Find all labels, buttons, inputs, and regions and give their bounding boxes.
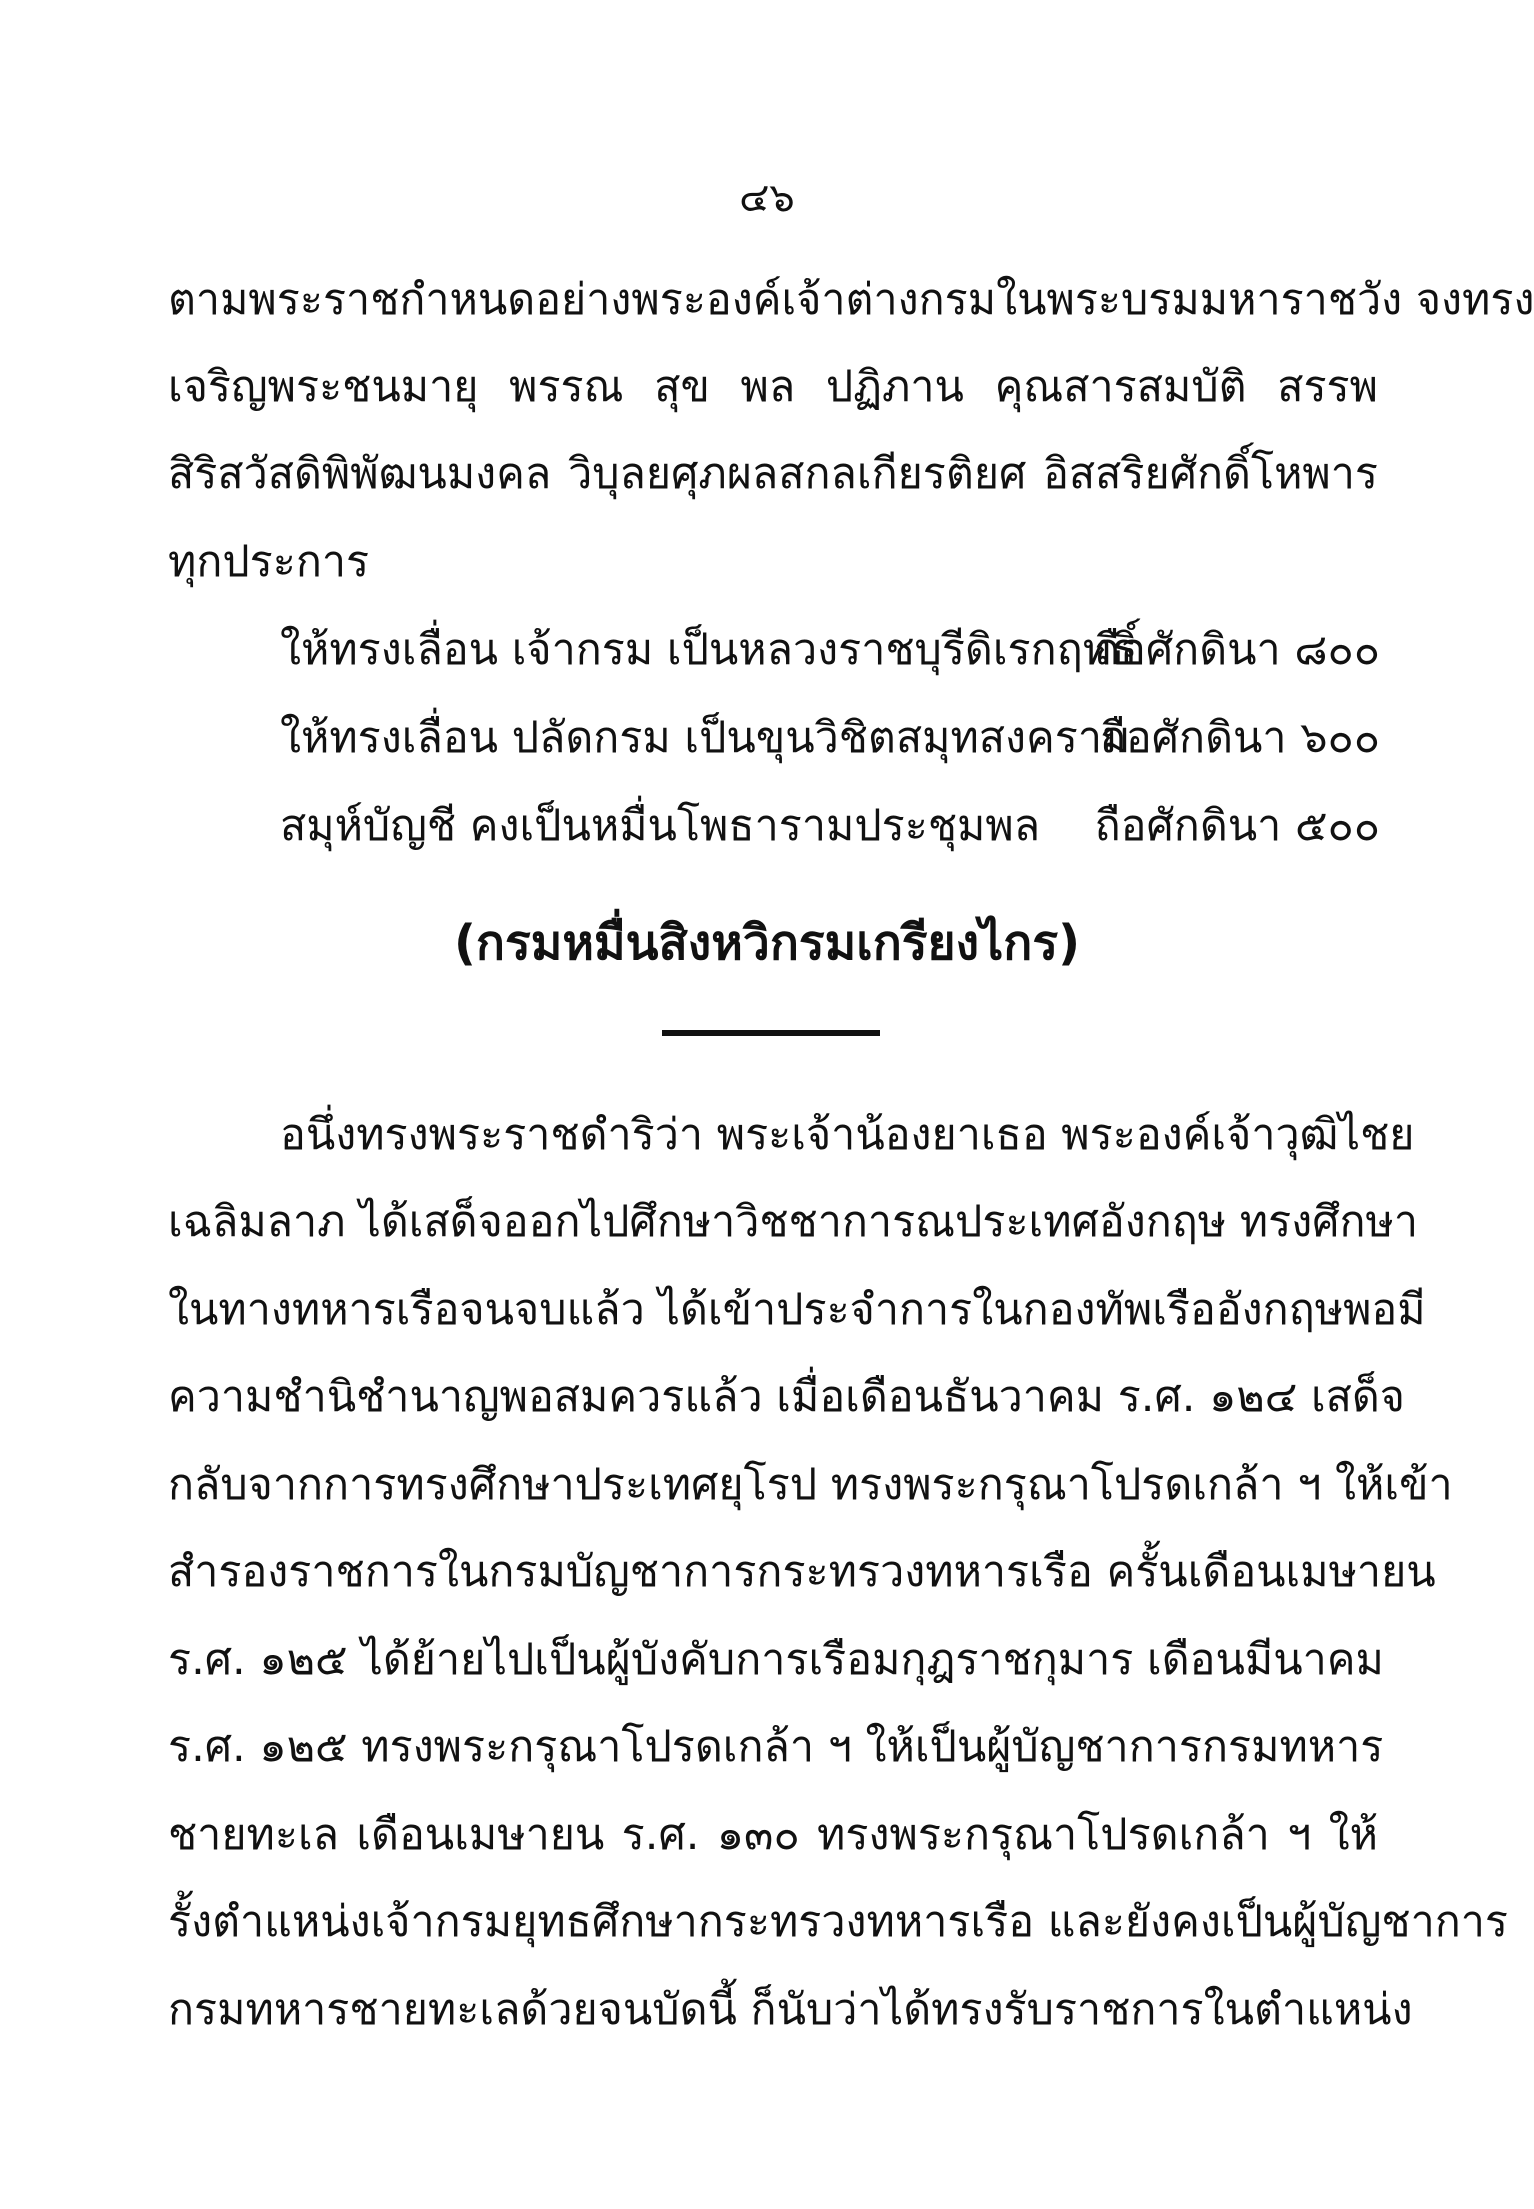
- section-divider: [662, 1030, 880, 1036]
- grant-text: สมุห์บัญชี คงเป็นหมื่นโพธารามประชุมพล: [280, 801, 1041, 851]
- text-line: ทุกประการ: [168, 537, 370, 587]
- grant-text: ให้ทรงเลื่อน ปลัดกรม เป็นขุนวิชิตสมุทสงคราม: [280, 713, 1131, 763]
- text-line: กรมทหารชายทะเลด้วยจนบัดนี้ ก็นับว่าได้ทรงรับราชการในตำแหน่ง: [168, 1985, 1413, 2035]
- grant-text: ให้ทรงเลื่อน เจ้ากรม เป็นหลวงราชบุรีดิเรกฤทธิ์: [280, 625, 1138, 675]
- text-line: ความชำนิชำนาญพอสมควรแล้ว เมื่อเดือนธันวาคม ร.ศ. ๑๒๔ เสด็จ: [168, 1372, 1406, 1422]
- text-line: รั้งตำแหน่งเจ้ากรมยุทธศึกษากระทรวงทหารเรือ และยังคงเป็นผู้บัญชาการ: [168, 1897, 1508, 1947]
- grant-rank: ถือศักดินา ๕๐๐: [1094, 801, 1380, 851]
- text-line: เฉลิมลาภ ได้เสด็จออกไปศึกษาวิชชาการณประเทศอังกฤษ ทรงศึกษา: [168, 1197, 1419, 1247]
- text-line: สำรองราชการในกรมบัญชาการกระทรวงทหารเรือ ครั้นเดือนเมษายน: [168, 1547, 1436, 1597]
- grant-line: [280, 708, 1380, 768]
- text-line: ตามพระราชกำหนดอย่างพระองค์เจ้าต่างกรมในพระบรมมหาราชวัง จงทรง: [168, 275, 1534, 325]
- text-line: ชายทะเล เดือนเมษายน ร.ศ. ๑๓๐ ทรงพระกรุณาโปรดเกล้า ฯ ให้: [168, 1810, 1378, 1860]
- text-line: อนึ่งทรงพระราชดำริว่า พระเจ้าน้องยาเธอ พระองค์เจ้าวุฒิไชย: [280, 1110, 1415, 1160]
- grant-rank: ถือศักดินา ๘๐๐: [1094, 625, 1380, 675]
- section-heading: (กรมหมื่นสิงหวิกรมเกรียงไกร): [453, 915, 1081, 971]
- page-number: ๔๖: [739, 175, 795, 221]
- text-line: ในทางทหารเรือจนจบแล้ว ได้เข้าประจำการในกองทัพเรืออังกฤษพอมี: [168, 1285, 1426, 1335]
- text-line: สิริสวัสดิพิพัฒนมงคล วิบุลยศุภผลสกลเกียรติยศ อิสสริยศักดิ์โหพาร: [168, 449, 1378, 499]
- grant-line: [280, 620, 1380, 680]
- text-line: เจริญพระชนมายุ พรรณ สุข พล ปฏิภาน คุณสารสมบัติ สรรพ: [168, 362, 1378, 412]
- text-line: ร.ศ. ๑๒๕ ได้ย้ายไปเป็นผู้บังคับการเรือมกุฎราชกุมาร เดือนมีนาคม: [168, 1635, 1384, 1685]
- text-line: กลับจากการทรงศึกษาประเทศยุโรป ทรงพระกรุณาโปรดเกล้า ฯ ให้เข้า: [168, 1460, 1453, 1510]
- text-line: ร.ศ. ๑๒๕ ทรงพระกรุณาโปรดเกล้า ฯ ให้เป็นผู้บัญชาการกรมทหาร: [168, 1722, 1384, 1772]
- grant-line: [280, 796, 1380, 856]
- grant-rank: ถือศักดินา ๖๐๐: [1099, 713, 1380, 763]
